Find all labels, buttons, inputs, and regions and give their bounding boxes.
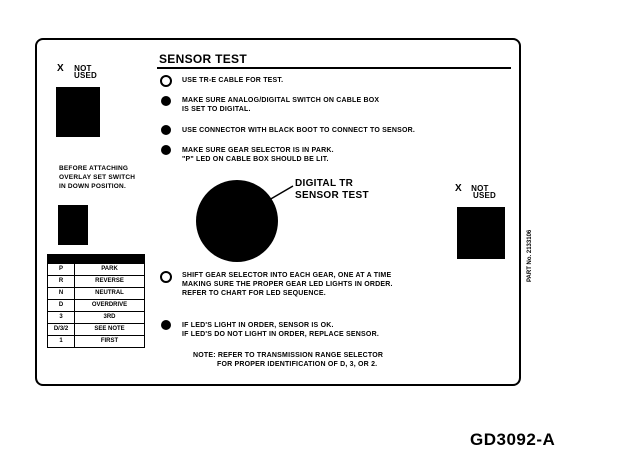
- bullet-dot-6: [161, 320, 171, 330]
- figure-id: GD3092-A: [470, 430, 556, 449]
- sensor-circle: [196, 180, 278, 262]
- leader-line: [267, 182, 297, 202]
- right-black-square: [457, 207, 505, 259]
- bullet-dot-3: [161, 125, 171, 135]
- bullet-dot-4: [161, 145, 171, 155]
- note: NOTE: REFER TO TRANSMISSION RANGE SELECTOR FOR PROPER IDENTIFICATION OF D, 3, OR 2.: [193, 352, 384, 368]
- gear-table-header: [48, 255, 144, 263]
- x-mark-left: X: [57, 63, 64, 74]
- gear-name: NEUTRAL: [95, 290, 124, 296]
- left-black-square: [56, 87, 100, 137]
- gear-table: [47, 254, 145, 348]
- instruction-3: USE CONNECTOR WITH BLACK BOOT TO CONNECT TO SENSOR.: [182, 127, 416, 134]
- gear-name: SEE NOTE: [94, 326, 125, 332]
- used-label-right: USED: [473, 191, 497, 200]
- not-label-left: NOT: [74, 64, 92, 73]
- gear-name: OVERDRIVE: [91, 302, 128, 308]
- digital-tr-label: DIGITAL TR SENSOR TEST: [295, 178, 369, 201]
- instruction-2: MAKE SURE ANALOG/DIGITAL SWITCH ON CABLE BOX IS SET TO DIGITAL.: [182, 97, 380, 113]
- instruction-6: IF LED'S LIGHT IN ORDER, SENSOR IS OK. IF LED'S DO NOT LIGHT IN ORDER, REPLACE SENSOR.: [182, 322, 379, 338]
- title-underline: [157, 67, 511, 69]
- gear-table-row: [48, 335, 144, 347]
- gear-name: FIRST: [100, 338, 119, 344]
- instruction-5: SHIFT GEAR SELECTOR INTO EACH GEAR, ONE AT A TIME MAKING SURE THE PROPER GEAR LED LIGHTS IN ORDER. REFER TO CHART FOR LED SEQUENCE.: [182, 272, 393, 297]
- used-label-left: USED: [74, 71, 98, 80]
- gear-table-row: [48, 323, 144, 335]
- gear-code: P: [48, 264, 75, 275]
- title: SENSOR TEST: [159, 52, 247, 66]
- gear-table-row: [48, 311, 144, 323]
- x-mark-right: X: [455, 183, 462, 194]
- not-label-right: NOT: [471, 184, 489, 193]
- switch-black-rect: [58, 205, 88, 245]
- gear-name: REVERSE: [95, 278, 124, 284]
- gear-code: D: [48, 300, 75, 311]
- gear-code: 3: [48, 312, 75, 323]
- gear-table-row: [48, 287, 144, 299]
- overlay-card: [35, 38, 521, 386]
- instruction-1: USE TR-E CABLE FOR TEST.: [182, 77, 284, 84]
- gear-code: 1: [48, 336, 75, 347]
- gear-code: D/3/2: [48, 324, 75, 335]
- part-number: PART No. 2133106: [527, 229, 533, 282]
- bullet-ring-5: [160, 271, 172, 283]
- instruction-4: MAKE SURE GEAR SELECTOR IS IN PARK. "P" LED ON CABLE BOX SHOULD BE LIT.: [182, 147, 334, 163]
- gear-code: N: [48, 288, 75, 299]
- bullet-ring-1: [160, 75, 172, 87]
- gear-table-row: [48, 299, 144, 311]
- gear-table-row: [48, 263, 144, 275]
- gear-table-row: [48, 275, 144, 287]
- gear-name: PARK: [101, 266, 118, 272]
- bullet-dot-2: [161, 96, 171, 106]
- before-attaching-note: BEFORE ATTACHING OVERLAY SET SWITCH IN DOWN POSITION.: [59, 165, 136, 190]
- gear-name: 3RD: [103, 314, 116, 320]
- gear-code: R: [48, 276, 75, 287]
